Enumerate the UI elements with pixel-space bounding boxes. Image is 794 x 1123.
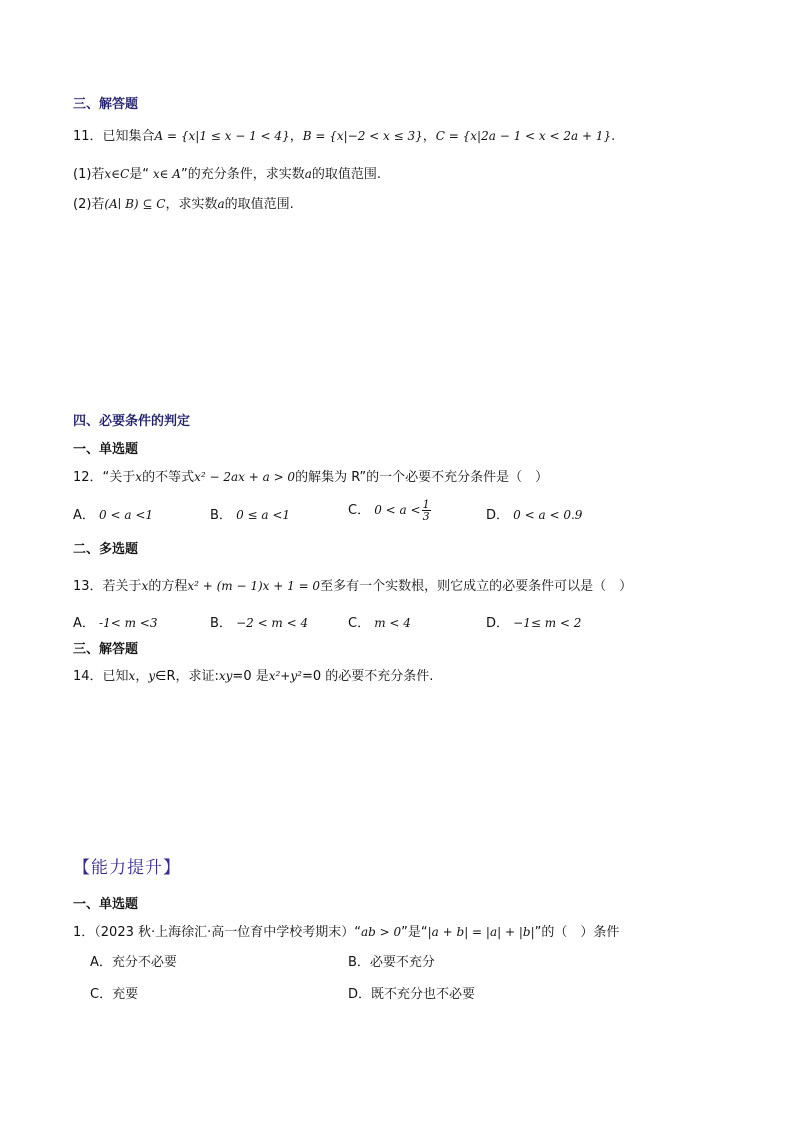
q13-opt-a-label: A． bbox=[73, 616, 95, 631]
question-1-stem bbox=[73, 923, 619, 942]
q1-option-a[interactable]: A．充分不必要 bbox=[90, 955, 177, 970]
q11-p2-prefix: (2)若 bbox=[73, 197, 105, 212]
q12-t1: “关于 bbox=[102, 470, 136, 485]
q13-t1: 13．若关于 bbox=[73, 579, 142, 594]
q14-t5: =0 的必要不充分条件. bbox=[301, 669, 434, 684]
question-14-stem bbox=[73, 667, 433, 686]
section-heading-4: 四、必要条件的判定 bbox=[73, 414, 191, 429]
q11-end: . bbox=[611, 129, 616, 144]
q12-t2: 的不等式 bbox=[142, 470, 195, 485]
q12-option-c[interactable] bbox=[348, 499, 431, 522]
subsection-single-choice-2: 一、单选题 bbox=[73, 897, 139, 912]
q11-set-a: A = {x|1 ≤ x − 1 < 4} bbox=[154, 129, 290, 143]
q14-t1: 14．已知 bbox=[73, 669, 129, 684]
q14-t2: ， bbox=[135, 669, 149, 684]
q12-t3: 的解集为 R”的一个必要不充分条件是（ ） bbox=[295, 470, 549, 485]
q12-opt-c-fraction bbox=[422, 499, 431, 522]
q14-m4: x²+y² bbox=[268, 669, 302, 683]
q11-p1-mid: 是“ bbox=[129, 167, 150, 182]
q13-option-a[interactable] bbox=[73, 614, 158, 633]
q13-opt-d-value: −1≤ m < 2 bbox=[513, 616, 582, 630]
q11-stem-text: 11．已知集合 bbox=[73, 129, 155, 144]
question-12-stem bbox=[73, 468, 548, 487]
q14-m3: xy bbox=[218, 669, 233, 683]
q13-eq: x² + (m − 1)x + 1 = 0 bbox=[187, 579, 321, 593]
q13-opt-c-label: C． bbox=[348, 616, 371, 631]
q12-opt-c-numerator: 1 bbox=[422, 498, 430, 511]
q11-set-b: B = {x|−2 < x ≤ 3} bbox=[302, 129, 423, 143]
q1-option-b[interactable]: B．必要不充分 bbox=[348, 955, 435, 970]
q12-opt-c-label: C． bbox=[348, 503, 371, 518]
q11-set-c: C = {x|2a − 1 < x < 2a + 1} bbox=[435, 129, 612, 143]
q11-p1-var: a bbox=[304, 167, 312, 181]
q1-end: ”的（ ）条件 bbox=[534, 925, 620, 940]
q11-p1-math: x∈C bbox=[104, 167, 130, 181]
q12-x: x bbox=[135, 470, 143, 484]
q12-opt-a-value: 0 < a <1 bbox=[99, 508, 154, 522]
q1-option-d[interactable]: D．既不充分也不必要 bbox=[348, 987, 476, 1002]
q12-opt-c-value: 0 < a < bbox=[374, 503, 421, 517]
q11-p2-math: (A∣ B) ⊆ C bbox=[104, 197, 166, 211]
question-11-part-2 bbox=[73, 195, 294, 214]
subsection-single-choice: 一、单选题 bbox=[73, 442, 139, 457]
q11-p1-math2: x∈ A bbox=[149, 167, 181, 181]
q13-option-d[interactable] bbox=[486, 614, 581, 633]
question-11-part-1 bbox=[73, 165, 381, 184]
q12-option-b[interactable] bbox=[210, 506, 290, 525]
subsection-multi-choice: 二、多选题 bbox=[73, 542, 139, 557]
q13-opt-b-label: B． bbox=[210, 616, 232, 631]
q14-m1: x bbox=[128, 669, 136, 683]
q12-ineq: x² − 2ax + a > 0 bbox=[194, 470, 296, 484]
q13-option-c[interactable] bbox=[348, 614, 411, 633]
q13-opt-a-value: -1< m <3 bbox=[99, 616, 158, 630]
q14-m2: y bbox=[148, 669, 156, 683]
q11-sep2: ， bbox=[422, 129, 436, 144]
q13-t3: 至多有一个实数根，则它成立的必要条件可以是（ ） bbox=[320, 579, 633, 594]
q11-p1-suffix: ”的充分条件，求实数 bbox=[180, 167, 305, 182]
q14-t3: ∈R，求证: bbox=[155, 669, 219, 684]
q13-t2: 的方程 bbox=[148, 579, 188, 594]
q11-p1-prefix: (1)若 bbox=[73, 167, 105, 182]
q12-opt-b-label: B． bbox=[210, 508, 232, 523]
q11-p2-mid: ，求实数 bbox=[165, 197, 218, 212]
q12-option-a[interactable] bbox=[73, 506, 153, 525]
q13-x: x bbox=[141, 579, 149, 593]
q12-option-d[interactable] bbox=[486, 506, 582, 525]
question-11-stem bbox=[73, 127, 615, 146]
q12-opt-b-value: 0 ≤ a <1 bbox=[236, 508, 291, 522]
q11-sep1: ， bbox=[289, 129, 303, 144]
q11-p1-end: 的取值范围. bbox=[311, 167, 382, 182]
section-heading-3: 三、解答题 bbox=[73, 97, 139, 112]
q12-num: 12． bbox=[73, 470, 103, 485]
subsection-answer: 三、解答题 bbox=[73, 642, 139, 657]
q1-num: 1． bbox=[73, 925, 95, 940]
q13-opt-b-value: −2 < m < 4 bbox=[236, 616, 309, 630]
q1-mid: ”是“ bbox=[401, 925, 428, 940]
question-13-stem bbox=[73, 577, 632, 596]
q11-p2-end: 的取值范围. bbox=[224, 197, 294, 212]
q1-source: （2023 秋·上海徐汇·高一位育中学校考期末）“ bbox=[94, 925, 361, 940]
q1-cond: ab > 0 bbox=[361, 925, 402, 939]
q12-opt-a-label: A． bbox=[73, 508, 95, 523]
q13-opt-c-value: m < 4 bbox=[374, 616, 411, 630]
q14-t4: =0 是 bbox=[232, 669, 269, 684]
ability-section-title: 【能力提升】 bbox=[73, 858, 181, 878]
q11-p2-var: a bbox=[217, 197, 225, 211]
q1-option-c[interactable]: C．充要 bbox=[90, 987, 139, 1002]
q12-opt-d-value: 0 < a < 0.9 bbox=[513, 508, 583, 522]
q13-option-b[interactable] bbox=[210, 614, 308, 633]
q12-opt-d-label: D． bbox=[486, 508, 510, 523]
q13-opt-d-label: D． bbox=[486, 616, 510, 631]
q1-abs: |a + b| = |a| + |b| bbox=[427, 925, 535, 939]
q12-opt-c-denominator: 3 bbox=[422, 510, 430, 523]
